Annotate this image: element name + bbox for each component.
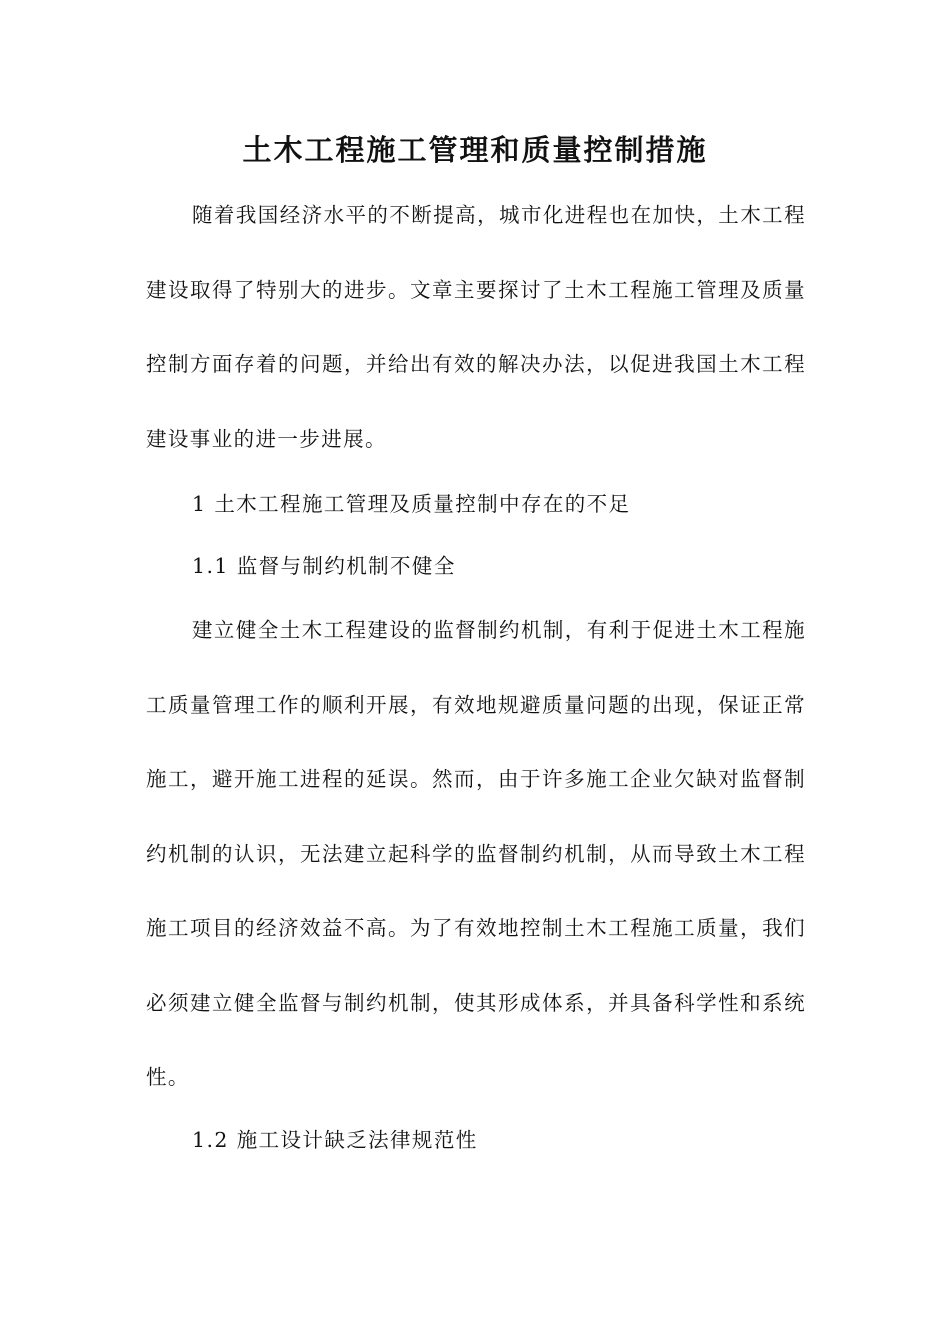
section-1-1-paragraph: 建立健全土木工程建设的监督制约机制，有利于促进土木工程施工质量管理工作的顺利开展，有效地规避质量问题的出现，保证正常施工，避开施工进程的延误。然而，由于许多施工企业欠缺对监督制约机制的认识，无法建立起科学的监督制约机制，从而导致土木工程施工项目的经济效益不高。为了有效地控制土木工程施工质量，我们必须建立健全监督与制约机制，使其形成体系，并具备科学性和系统性。 (146, 618, 806, 1089)
document-title: 土木工程施工管理和质量控制措施 (242, 133, 708, 167)
intro-paragraph: 随着我国经济水平的不断提高，城市化进程也在加快，土木工程建设取得了特别大的进步。文章主要探讨了土木工程施工管理及质量控制方面存着的问题，并给出有效的解决办法，以促进我国土木工程建设事业的进一步进展。 (146, 203, 806, 451)
section-1-2-heading: 1.2 施工设计缺乏法律规范性 (192, 1128, 478, 1152)
section-1-1-heading: 1.1 监督与制约机制不健全 (192, 554, 456, 578)
section-1-heading: 1 土木工程施工管理及质量控制中存在的不足 (192, 492, 631, 516)
